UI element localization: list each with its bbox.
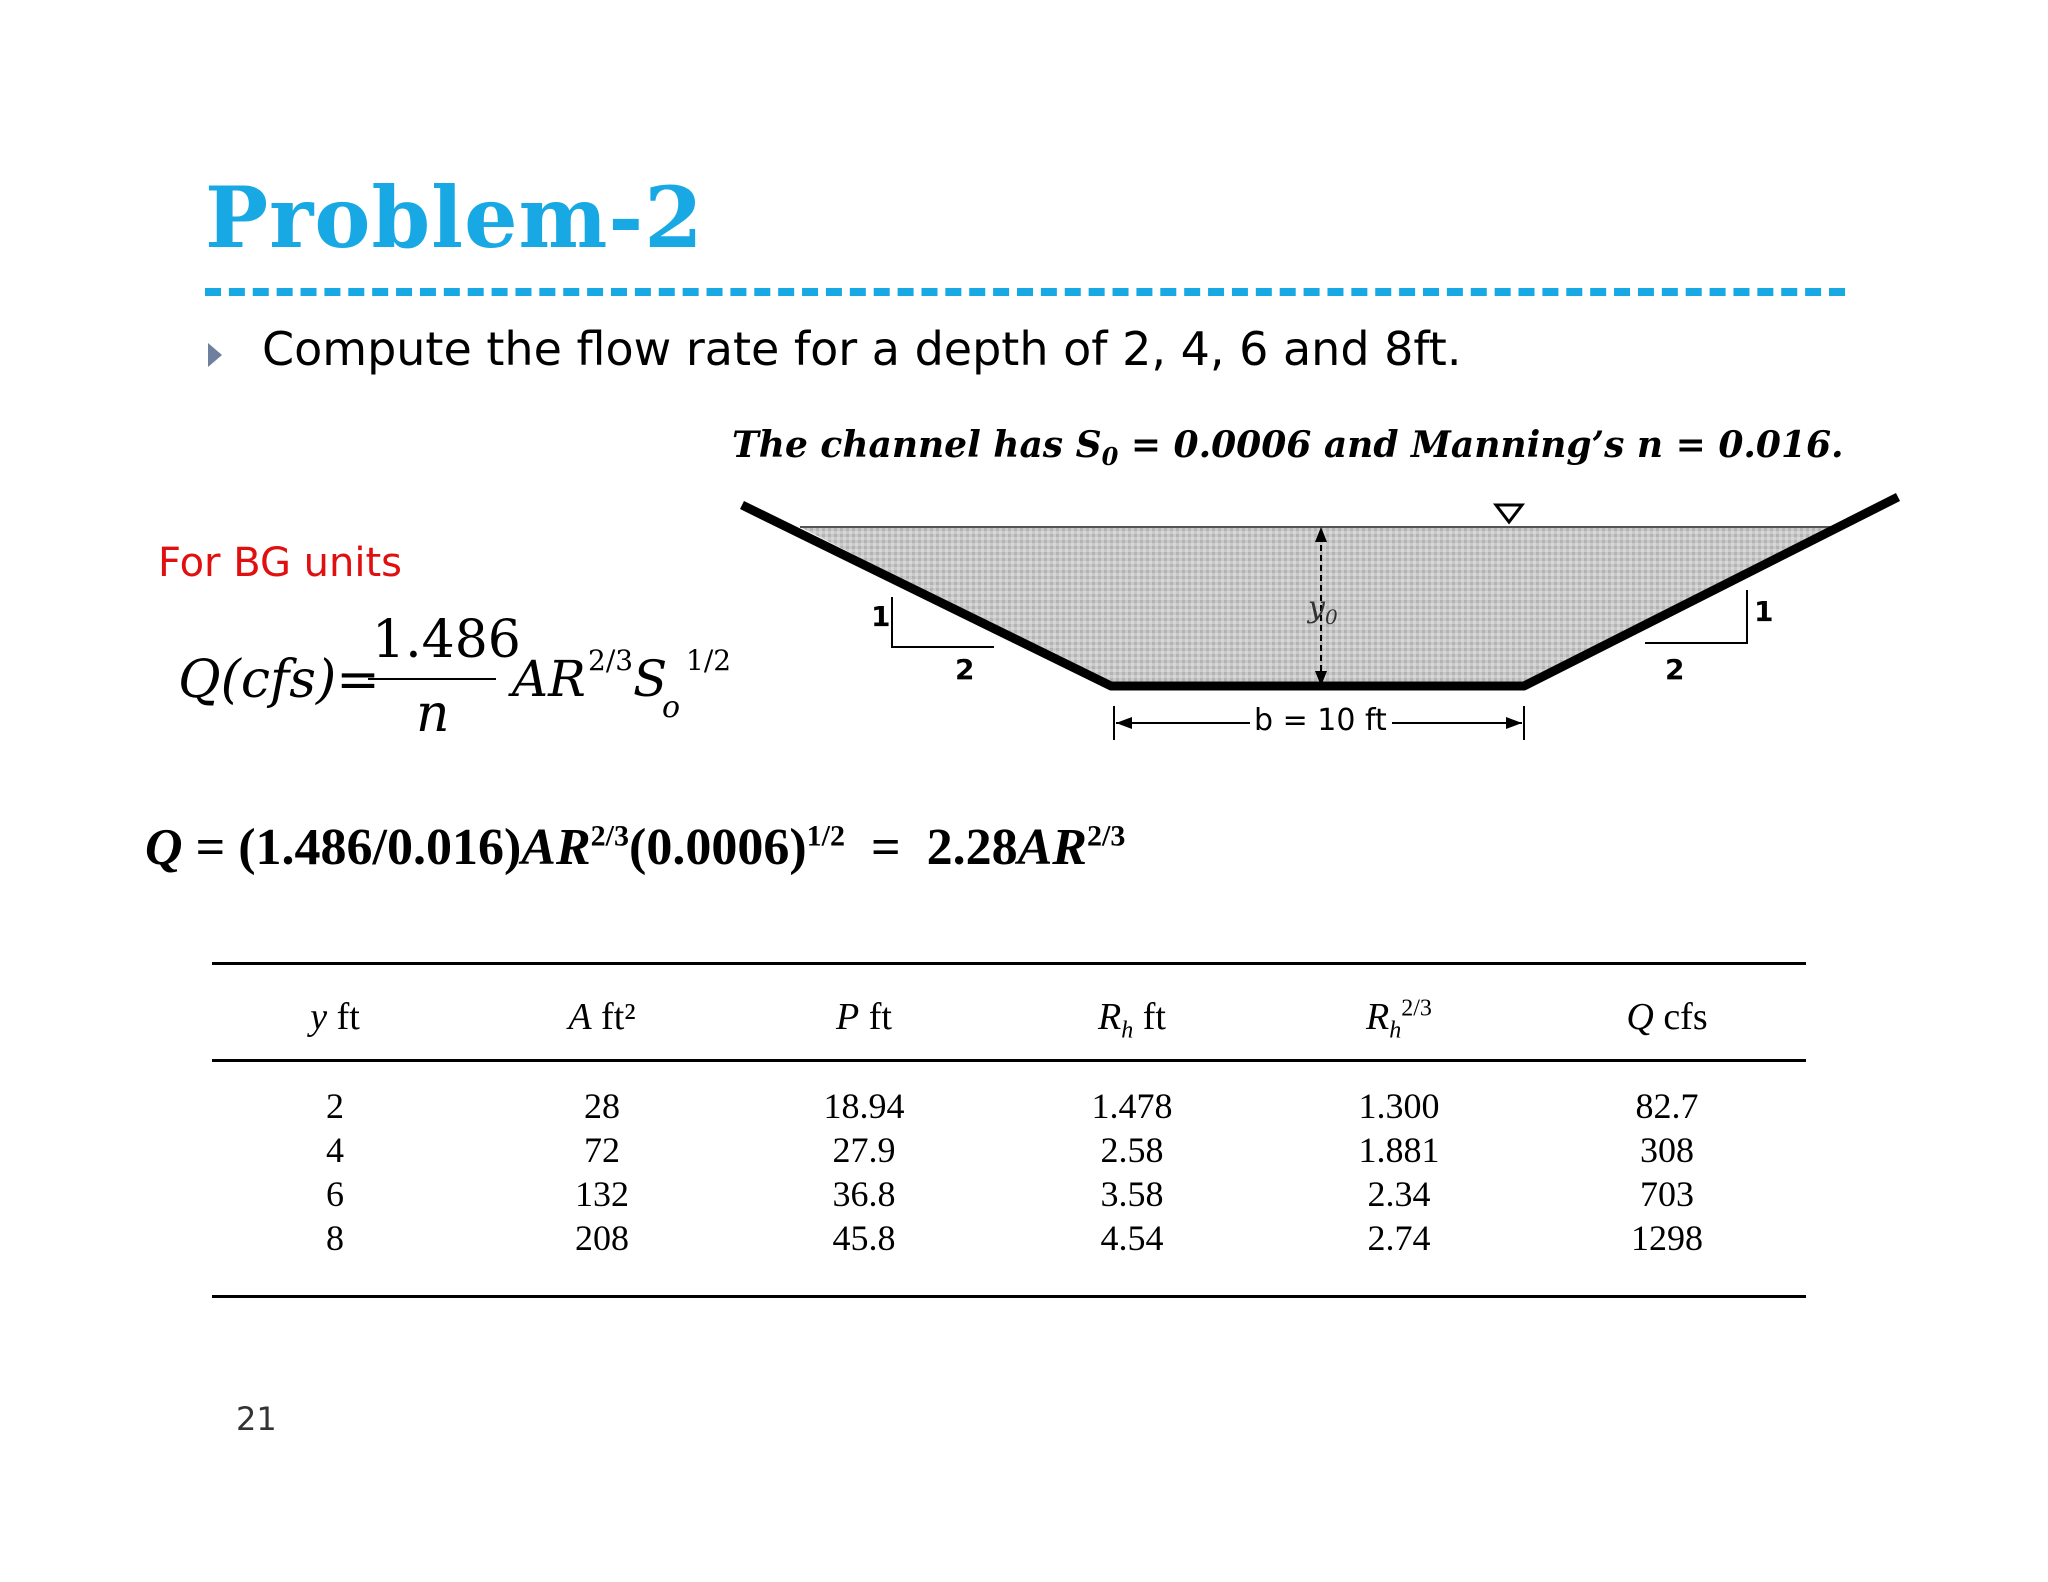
base-width-label: b = 10 ft: [1254, 703, 1387, 738]
caption-post: = 0.0006 and Manning’s n = 0.016.: [1118, 424, 1844, 466]
bullet-text: Compute the flow rate for a depth of 2, 4, 6 and 8ft.: [262, 322, 1462, 376]
eq-exp3: 2/3: [1087, 819, 1126, 853]
table-cell: 308: [1640, 1130, 1694, 1170]
slope-rise-right: 1: [1754, 595, 1774, 628]
table-rule-bottom: [212, 1295, 1806, 1298]
formula-sub-o: o: [662, 690, 681, 725]
header-rh-unit: ft: [1133, 996, 1166, 1038]
header-perimeter-sym: P: [836, 996, 860, 1038]
depth-label-y: y: [1308, 590, 1325, 625]
table-cell: 703: [1640, 1174, 1694, 1214]
header-rh23: [1299, 995, 1499, 1045]
fraction-bar: [368, 678, 496, 680]
header-area-unit: ft²: [591, 996, 636, 1038]
header-perimeter: [764, 995, 964, 1039]
table-cell: 2.34: [1367, 1174, 1431, 1214]
header-rh-sym: R: [1098, 996, 1122, 1038]
formula-lhs: Q(cfs)=: [178, 650, 380, 710]
table-cell: 1.881: [1358, 1130, 1440, 1170]
slide-title: Problem-2: [205, 168, 704, 267]
results-table: [212, 955, 1806, 1305]
formula-s: S: [633, 650, 668, 708]
eq-exp2: 1/2: [806, 819, 845, 853]
table-cell: 132: [575, 1174, 629, 1214]
table-cell: 28: [584, 1086, 620, 1126]
table-cell: 8: [326, 1218, 344, 1258]
header-q-sym: Q: [1626, 996, 1654, 1038]
table-cell: 27.9: [832, 1130, 896, 1170]
header-rh23-sub: h: [1389, 1017, 1402, 1044]
header-area: [502, 995, 702, 1039]
numeric-equation: [145, 818, 1125, 877]
depth-label: [1308, 590, 1338, 629]
header-q: [1567, 995, 1767, 1039]
eq-exp1: 2/3: [590, 819, 629, 853]
eq-ar2: AR: [1017, 819, 1087, 876]
table-cell: 82.7: [1635, 1086, 1699, 1126]
table-cell: 36.8: [832, 1174, 896, 1214]
table-cell: 18.94: [823, 1086, 905, 1126]
caption-pre: The channel has S: [732, 424, 1102, 466]
table-cell: 1.300: [1358, 1086, 1440, 1126]
slope-rise-left: 1: [871, 600, 891, 633]
table-cell: 6: [326, 1174, 344, 1214]
slope-run-left: 2: [955, 653, 975, 686]
table-rule-mid: [212, 1059, 1806, 1062]
formula-ar: AR: [512, 650, 586, 708]
page-number: 21: [236, 1400, 277, 1438]
caption-sub: 0: [1101, 442, 1119, 472]
formula-exp-12: 1/2: [686, 644, 732, 677]
table-cell: 208: [575, 1218, 629, 1258]
header-area-sym: A: [568, 996, 592, 1038]
table-rule-top: [212, 962, 1806, 965]
table-cell: 2.74: [1367, 1218, 1431, 1258]
header-y-sym: y: [310, 996, 328, 1038]
free-surface-triangle-icon: [1496, 505, 1522, 522]
header-rh23-sym: R: [1366, 996, 1390, 1038]
header-y: [235, 995, 435, 1039]
header-perimeter-unit: ft: [859, 996, 892, 1038]
eq-q: Q: [145, 819, 183, 876]
table-cell: 1298: [1631, 1218, 1703, 1258]
eq-part3: = 2.28: [844, 819, 1018, 876]
table-cell: 4: [326, 1130, 344, 1170]
depth-label-sub: 0: [1324, 605, 1338, 629]
header-q-unit: cfs: [1653, 996, 1708, 1038]
table-cell: 2: [326, 1086, 344, 1126]
table-cell: 3.58: [1100, 1174, 1164, 1214]
eq-ar1: AR: [521, 819, 591, 876]
eq-part2: (0.0006): [629, 819, 807, 876]
table-cell: 45.8: [832, 1218, 896, 1258]
slope-run-right: 2: [1665, 653, 1685, 686]
table-cell: 1.478: [1091, 1086, 1173, 1126]
table-cell: 72: [584, 1130, 620, 1170]
formula-exp-23: 2/3: [588, 644, 634, 677]
units-label: For BG units: [158, 540, 403, 586]
header-rh-sub: h: [1121, 1017, 1134, 1044]
table-cell: 2.58: [1100, 1130, 1164, 1170]
formula-numerator: 1.486: [372, 610, 521, 670]
eq-part1: = (1.486/0.016): [182, 819, 522, 876]
header-rh23-sup: 2/3: [1401, 995, 1432, 1022]
formula-denominator: n: [416, 684, 450, 744]
manning-formula: [178, 610, 738, 750]
table-cell: 4.54: [1100, 1218, 1164, 1258]
header-y-unit: ft: [327, 996, 360, 1038]
header-rh: [1032, 995, 1232, 1045]
